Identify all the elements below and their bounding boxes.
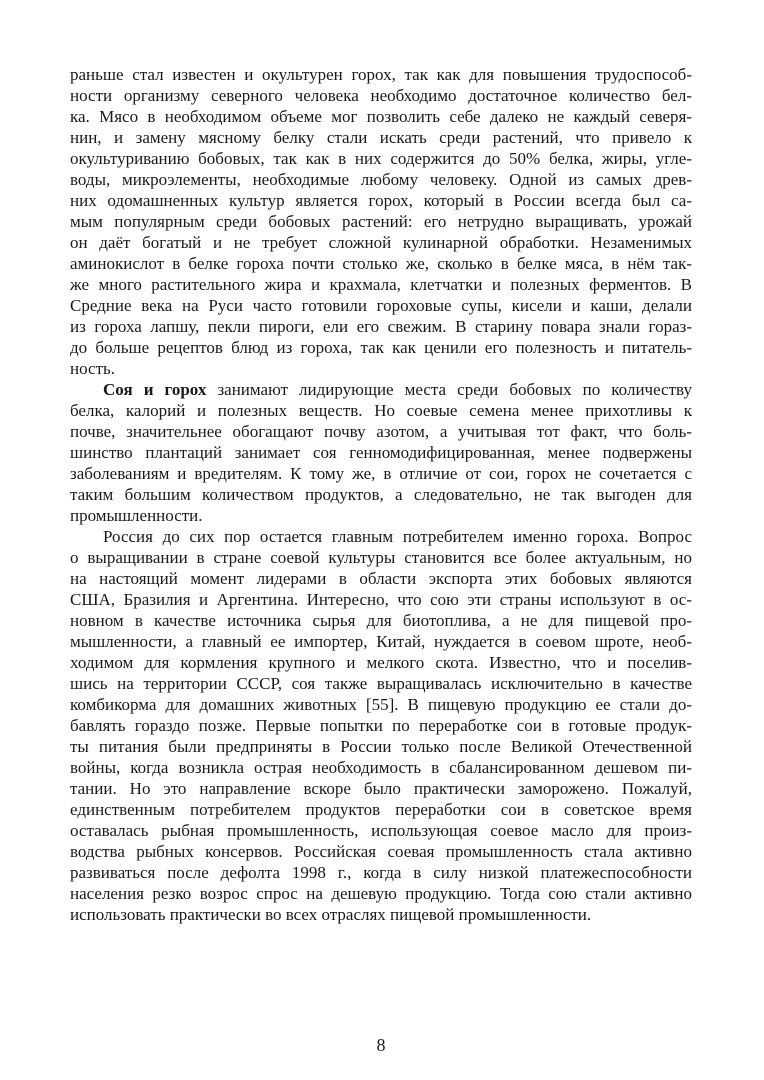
text-line: промышленности.: [70, 506, 203, 525]
text-line: на настоящий момент лидерами в области экспорта этих бобовых являются: [70, 569, 692, 588]
text-line: почве, значительнее обогащают почву азотом, а учитывая тот факт, что боль-: [70, 422, 692, 441]
text-line: комбикорма для домашних животных [55]. В пищевую продукцию ее стали до-: [70, 695, 692, 714]
text-line: нин, и замену мясному белку стали искать среди растений, что привело к: [70, 128, 692, 147]
text-line: оставалась рыбная промышленность, использующая соевое масло для произ-: [70, 821, 692, 840]
text-line: единственным потребителем продуктов переработки сои в советское время: [70, 800, 692, 819]
text-line: населения резко возрос спрос на дешевую продукцию. Тогда сою стали активно: [70, 884, 692, 903]
text-line: же много растительного жира и крахмала, клетчатки и полезных ферментов. В: [70, 275, 692, 294]
text-line: тании. Но это направление вскоре было практически заморожено. Пожалуй,: [70, 779, 692, 798]
text-line: войны, когда возникла острая необходимость в сбалансированном дешевом пи-: [70, 758, 692, 777]
text-line: воды, микроэлементы, необходимые любому человеку. Одной из самых древ-: [70, 170, 692, 189]
text-line: он даёт богатый и не требует сложной кулинарной обработки. Незаменимых: [70, 233, 692, 252]
paragraph-1: [70, 64, 692, 379]
text-line: ка. Мясо в необходимом объеме мог позволить себе далеко не каждый северя-: [70, 107, 692, 126]
text-line: развиваться после дефолта 1998 г., когда в силу низкой платежеспособности: [70, 863, 692, 882]
text-line: ность.: [70, 359, 115, 378]
text-line: аминокислот в белке гороха почти столько же, сколько в белке мяса, в нём так-: [70, 254, 692, 273]
text-line: шинство плантаций занимает соя генномодифицированная, менее подвержены: [70, 443, 692, 462]
text-line: до больше рецептов блюд из гороха, так как ценили его полезность и питатель-: [70, 338, 692, 357]
text-line: них одомашненных культур является горох, который в России всегда был са-: [70, 191, 692, 210]
text-line: из гороха лапшу, пекли пироги, ели его свежим. В старину повара знали гораз-: [70, 317, 692, 336]
text-line: мышленности, а главный ее импортер, Китай, нуждается в соевом шроте, необ-: [70, 632, 692, 651]
text-line: Средние века на Руси часто готовили гороховые супы, кисели и каши, делали: [70, 296, 692, 315]
text-line: ности организму северного человека необходимо достаточное количество бел-: [70, 86, 692, 105]
text-line: таким большим количеством продуктов, а следовательно, не так выгоден для: [70, 485, 692, 504]
text-line: Россия до сих пор остается главным потребителем именно гороха. Вопрос: [103, 527, 692, 546]
text-line: новном в качестве источника сырья для биотоплива, а не для пищевой про-: [70, 611, 692, 630]
text-run: занимают лидирующие места среди бобовых по количеству: [206, 380, 692, 399]
paragraph-2: [70, 379, 692, 526]
text-line: заболеваниям и вредителям. К тому же, в отличие от сои, горох не сочетается с: [70, 464, 692, 483]
text-line: США, Бразилия и Аргентина. Интересно, что сою эти страны используют в ос-: [70, 590, 692, 609]
text-line: окультуриванию бобовых, так как в них содержится до 50% белка, жиры, угле-: [70, 149, 692, 168]
text-line: [70, 379, 692, 400]
text-line: ты питания были предприняты в России только после Великой Отечественной: [70, 737, 692, 756]
text-line: о выращивании в стране соевой культуры становится все более актуальным, но: [70, 548, 692, 567]
text-line: шись на территории СССР, соя также выращивалась исключительно в качестве: [70, 674, 692, 693]
body-text: [70, 64, 692, 925]
paragraph-3: [70, 526, 692, 925]
text-line: белка, калорий и полезных веществ. Но соевые семена менее прихотливы к: [70, 401, 692, 420]
text-line: ходимом для кормления крупного и мелкого скота. Известно, что и поселив-: [70, 653, 692, 672]
page-number: 8: [376, 1035, 386, 1055]
text-line: мым популярным среди бобовых растений: его нетрудно выращивать, урожай: [70, 212, 692, 231]
text-line: раньше стал известен и окультурен горох, так как для повышения трудоспособ-: [70, 65, 692, 84]
bold-text-run: Соя и горох: [103, 380, 207, 399]
text-line: бавлять гораздо позже. Первые попытки по переработке сои в готовые продук-: [70, 716, 692, 735]
text-line: водства рыбных консервов. Российская соевая промышленность стала активно: [70, 842, 692, 861]
text-line: использовать практически во всех отраслях пищевой промышленности.: [70, 905, 592, 924]
